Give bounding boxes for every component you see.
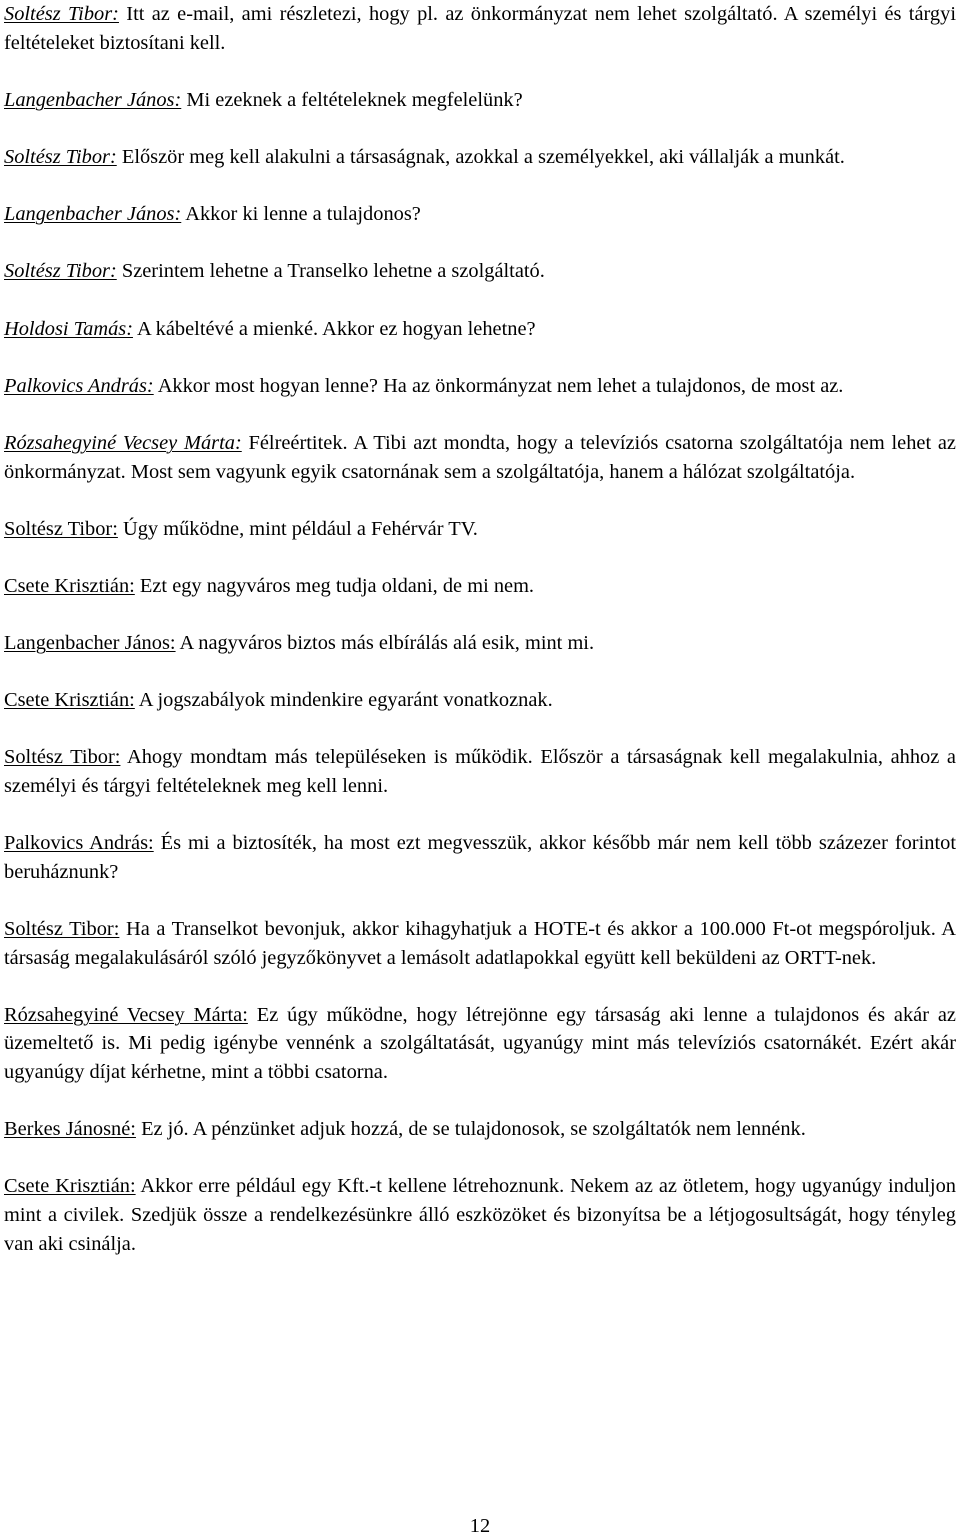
page-number: 12: [469, 1515, 491, 1537]
speech-text: A jogszabályok mindenkire egyaránt vonatkoznak.: [138, 689, 553, 712]
speech-text: Itt az e-mail, ami részletezi, hogy pl. az önkormányzat nem lehet szolgáltató. A személyi és tárgyi feltételeket biztosítani kell.: [4, 3, 956, 54]
transcript-paragraph: [4, 143, 956, 172]
speech-text: A nagyváros biztos más elbírálás alá esik, mint mi.: [179, 632, 595, 655]
speech-text: Félreértitek. A Tibi azt mondta, hogy a televíziós csatorna szolgáltatója nem lehet az önkormányzat. Most sem vagyunk egyik csatornának sem a szolgáltatója, hanem a hálózat szolgáltatója.: [4, 431, 956, 483]
speaker-name: Langenbacher János:: [4, 88, 182, 111]
transcript-paragraph: [4, 829, 956, 886]
speaker-name: Langenbacher János:: [4, 203, 182, 226]
transcript-paragraph: [4, 572, 956, 601]
transcript-paragraph: [4, 629, 956, 658]
transcript-paragraph: [4, 200, 956, 229]
speaker-name: Soltész Tibor:: [4, 517, 118, 540]
speaker-name: Berkes Jánosné:: [4, 1118, 136, 1141]
speech-text: Akkor ki lenne a tulajdonos?: [185, 203, 421, 226]
transcript-paragraph: [4, 257, 956, 286]
speech-text: Mi ezeknek a feltételeknek megfelelünk?: [186, 88, 523, 111]
speech-text: Akkor erre például egy Kft.-t kellene létrehoznunk. Nekem az az ötletem, hogy ugyanúgy induljon mint a civilek. Szedjük össze a rendelkezésünkre álló eszközöket és bizonyítsa be a létjogosultságát, hogy tényleg van aki csinálja.: [4, 1175, 956, 1255]
transcript-paragraph: [4, 1115, 956, 1144]
transcript-paragraph: [4, 686, 956, 715]
speech-text: Szerintem lehetne a Transelko lehetne a szolgáltató.: [121, 260, 545, 283]
speaker-name: Csete Krisztián:: [4, 574, 135, 597]
speaker-name: Soltész Tibor:: [4, 918, 120, 940]
transcript-paragraph: [4, 315, 956, 344]
speech-text: Először meg kell alakulni a társaságnak, azokkal a személyekkel, aki vállalják a munkát.: [121, 145, 845, 168]
speech-text: A kábeltévé a mienké. Akkor ez hogyan lehetne?: [136, 317, 536, 340]
speaker-name: Rózsahegyiné Vecsey Márta:: [4, 431, 242, 454]
speaker-name: Soltész Tibor:: [4, 260, 117, 283]
transcript-paragraph: [4, 915, 956, 972]
speaker-name: Csete Krisztián:: [4, 1175, 136, 1198]
speaker-name: Palkovics András:: [4, 374, 154, 397]
speaker-name: Soltész Tibor:: [4, 145, 117, 168]
speaker-name: Rózsahegyiné Vecsey Márta:: [4, 1003, 248, 1026]
transcript-paragraph: [4, 0, 956, 57]
transcript-paragraph: [4, 515, 956, 544]
speaker-name: Soltész Tibor:: [4, 746, 121, 769]
speech-text: Ahogy mondtam más településeken is működik. Először a társaságnak kell megalakulnia, ahhoz a személyi és tárgyi feltételeknek meg kell lenni.: [4, 746, 956, 798]
speech-text: Ezt egy nagyváros meg tudja oldani, de mi nem.: [139, 574, 535, 597]
transcript-paragraph: [4, 743, 956, 800]
speaker-name: Soltész Tibor:: [4, 3, 119, 25]
speaker-name: Palkovics András:: [4, 832, 154, 855]
speech-text: Ez úgy működne, hogy létrejönne egy társaság aki lenne a tulajdonos és akár az üzemeltető is. Mi pedig igénybe vennénk a szolgáltatását, ugyanúgy mint más televíziós csatornákét. Ezért akár ugyanúgy díjat kérhetne, mint a többi csatorna.: [4, 1003, 956, 1083]
speaker-name: Csete Krisztián:: [4, 689, 135, 712]
speech-text: Ez jó. A pénzünket adjuk hozzá, de se tulajdonosok, se szolgáltatók nem lennénk.: [141, 1118, 806, 1141]
speech-text: Úgy működne, mint például a Fehérvár TV.: [123, 517, 478, 540]
transcript-paragraph: [4, 372, 956, 401]
speaker-name: Langenbacher János:: [4, 632, 176, 655]
transcript-paragraph: [4, 86, 956, 115]
transcript-paragraph: [4, 429, 956, 486]
speech-text: Akkor most hogyan lenne? Ha az önkormányzat nem lehet a tulajdonos, de most az.: [157, 374, 844, 397]
speech-text: És mi a biztosíték, ha most ezt megvesszük, akkor később már nem kell több százezer forintot beruháznunk?: [4, 832, 956, 883]
speaker-name: Holdosi Tamás:: [4, 317, 133, 340]
document-body: [4, 0, 956, 1287]
speech-text: Ha a Transelkot bevonjuk, akkor kihagyhatjuk a HOTE-t és akkor a 100.000 Ft-ot megspóroljuk. A társaság megalakulásáról szóló jegyzőkönyvet a lemásolt adatlapokkal együtt kell beküldeni az ORTT-nek.: [4, 918, 956, 969]
transcript-paragraph: [4, 1172, 956, 1258]
transcript-paragraph: [4, 1001, 956, 1087]
